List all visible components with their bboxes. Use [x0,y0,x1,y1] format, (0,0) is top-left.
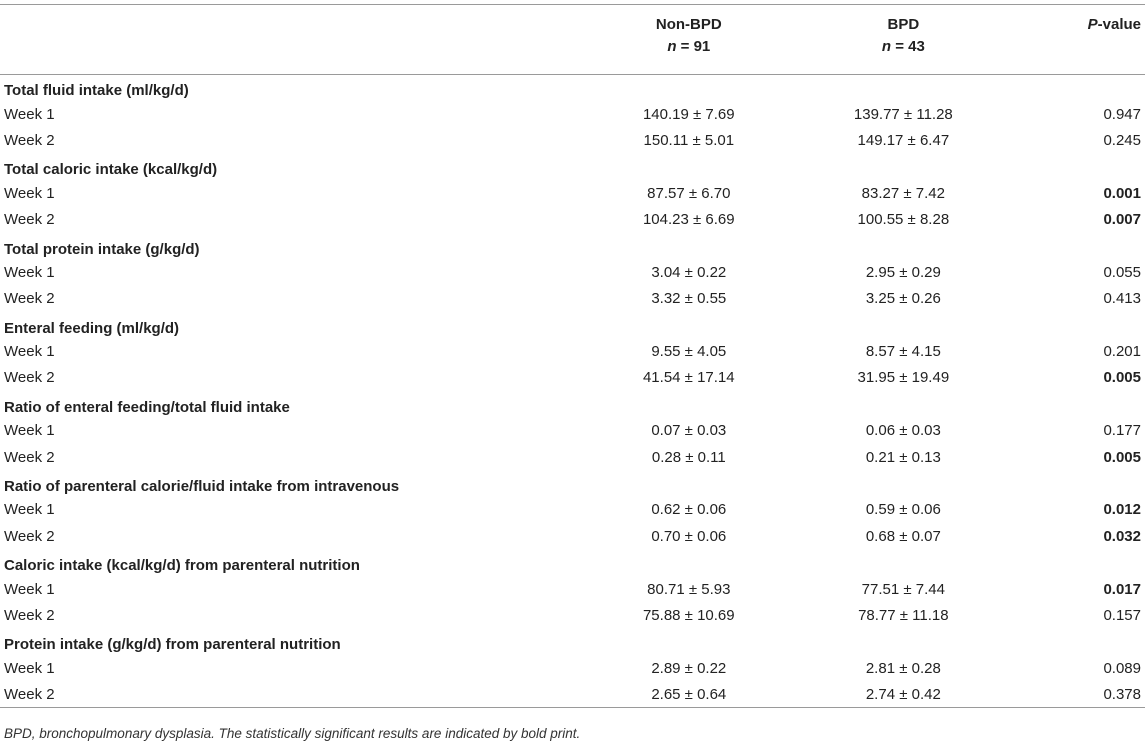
p-value: 0.201 [1103,343,1141,361]
non-bpd-value: 2.65 ± 0.64 [651,685,727,703]
section-row [0,470,1145,496]
row-label: Week 1 [4,105,55,123]
row-label: Week 2 [4,448,55,466]
header-non-bpd [587,5,790,75]
non-bpd-value: 80.71 ± 5.93 [647,580,731,598]
table-row [0,206,1145,232]
non-bpd-value: 3.04 ± 0.22 [651,263,727,281]
table-row [0,101,1145,127]
bpd-value: 77.51 ± 7.44 [861,580,945,598]
row-label: Week 2 [4,607,55,624]
row-label: Week 2 [4,527,55,545]
bpd-value: 100.55 ± 8.28 [857,211,950,229]
header-p-italic: P [1087,16,1098,33]
non-bpd-value: 150.11 ± 5.01 [643,131,735,149]
non-bpd-value: 0.70 ± 0.06 [651,527,727,545]
bpd-value: 0.59 ± 0.06 [865,501,941,519]
bpd-value: 83.27 ± 7.42 [861,184,945,202]
header-bpd-title: BPD [887,16,920,33]
non-bpd-value: 41.54 ± 17.14 [642,369,735,387]
section-title: Total protein intake (g/kg/d) [4,240,200,258]
section-row [0,312,1145,338]
non-bpd-value: 0.28 ± 0.11 [651,448,726,466]
bpd-value: 3.25 ± 0.26 [865,290,941,308]
table-row [0,338,1145,364]
header-row [0,5,1145,75]
section-row [0,233,1145,259]
p-value: 0.005 [1103,448,1141,466]
non-bpd-value: 75.88 ± 10.69 [642,607,735,624]
bpd-value: 78.77 ± 11.18 [858,607,949,624]
bpd-value: 139.77 ± 11.28 [853,105,953,123]
p-value: 0.017 [1103,580,1141,598]
header-p-rest: -value [1097,16,1141,33]
row-label: Week 2 [4,290,55,308]
section-title: Ratio of enteral feeding/total fluid intake [4,398,290,416]
bpd-value: 0.21 ± 0.13 [865,448,941,466]
section-row [0,391,1145,417]
table-body [0,75,1145,708]
table-row [0,602,1145,628]
section-title: Total caloric intake (kcal/kg/d) [4,161,218,179]
bpd-value: 149.17 ± 6.47 [857,131,950,149]
non-bpd-value: 2.89 ± 0.22 [651,659,727,677]
table-row [0,681,1145,707]
table-row [0,286,1145,312]
row-label: Week 1 [4,184,55,202]
row-label: Week 1 [4,263,55,281]
non-bpd-value: 3.32 ± 0.55 [651,290,727,308]
p-value: 0.005 [1103,369,1141,387]
table-row [0,418,1145,444]
p-value: 0.177 [1103,422,1141,440]
section-title: Caloric intake (kcal/kg/d) from parenteral nutrition [4,557,360,575]
table-row [0,127,1145,153]
section-title: Protein intake (g/kg/d) from parenteral nutrition [4,636,341,654]
section-row [0,550,1145,576]
row-label: Week 1 [4,659,55,677]
table-row [0,365,1145,391]
non-bpd-value: 0.62 ± 0.06 [651,501,727,519]
p-value: 0.157 [1103,607,1141,624]
p-value: 0.007 [1103,211,1141,229]
non-bpd-value: 9.55 ± 4.05 [651,343,727,361]
row-label: Week 2 [4,211,55,229]
non-bpd-value: 104.23 ± 6.69 [642,211,735,229]
table-row [0,523,1145,549]
header-non-bpd-n: n = 91 [667,38,711,55]
row-label: Week 1 [4,343,55,361]
table-footnote: BPD, bronchopulmonary dysplasia. The statistically significant results are indicated by bold print. [4,726,581,741]
p-value: 0.947 [1103,105,1141,123]
row-label: Week 1 [4,580,55,598]
section-row [0,629,1145,655]
section-title: Total fluid intake (ml/kg/d) [4,82,189,100]
section-row [0,154,1145,180]
table-row [0,655,1145,681]
bpd-value: 0.06 ± 0.03 [865,422,941,440]
bpd-value: 8.57 ± 4.15 [865,343,941,361]
table-row [0,259,1145,285]
bpd-value: 2.95 ± 0.29 [865,263,941,281]
row-label: Week 2 [4,369,55,387]
row-label: Week 1 [4,422,55,440]
header-empty-cell [0,5,587,75]
nutrition-table [0,4,1145,708]
header-p-value [1016,5,1145,75]
table-row [0,444,1145,470]
p-value: 0.378 [1103,685,1141,703]
row-label: Week 1 [4,501,55,519]
bpd-value: 2.81 ± 0.28 [865,659,941,677]
row-label: Week 2 [4,685,55,703]
table-row [0,180,1145,206]
section-row [0,75,1145,101]
p-value: 0.245 [1103,131,1141,149]
non-bpd-value: 0.07 ± 0.03 [651,422,727,440]
header-bpd-n: n = 43 [881,38,925,55]
bpd-value: 0.68 ± 0.07 [865,527,941,545]
p-value: 0.032 [1103,527,1141,545]
bpd-value: 2.74 ± 0.42 [865,685,941,703]
section-title: Ratio of parenteral calorie/fluid intake from intravenous [4,478,400,496]
non-bpd-value: 140.19 ± 7.69 [642,105,735,123]
p-value: 0.413 [1103,290,1141,308]
bpd-value: 31.95 ± 19.49 [857,369,950,387]
section-title: Enteral feeding (ml/kg/d) [4,319,180,337]
non-bpd-value: 87.57 ± 6.70 [647,184,731,202]
header-non-bpd-title: Non-BPD [655,16,722,33]
table-row [0,576,1145,602]
table-row [0,497,1145,523]
row-label: Week 2 [4,131,55,149]
header-bpd [790,5,1016,75]
p-value: 0.089 [1103,659,1141,677]
p-value: 0.001 [1103,184,1141,202]
p-value: 0.055 [1103,263,1141,281]
p-value: 0.012 [1103,501,1141,519]
